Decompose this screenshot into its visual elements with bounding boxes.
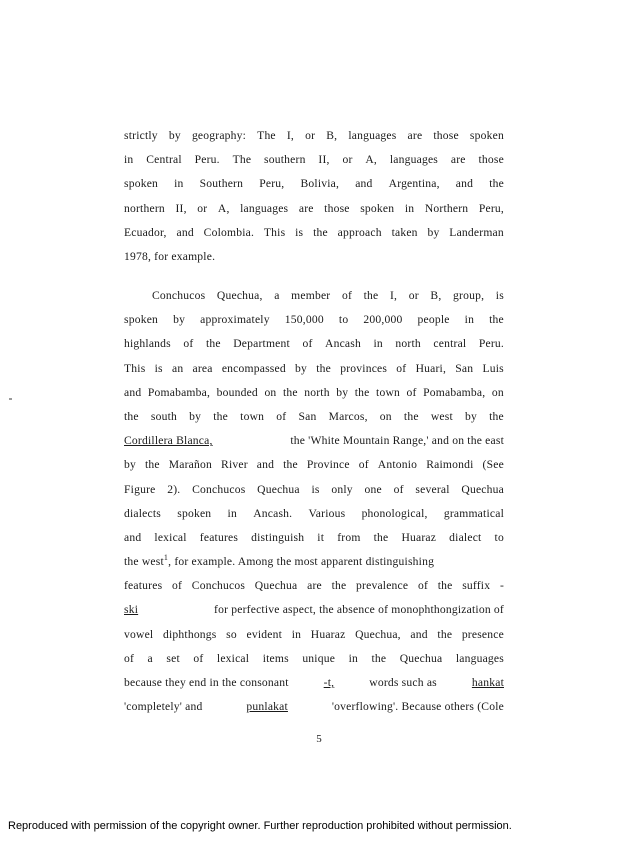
underlined-term: ski <box>124 603 139 617</box>
word: of <box>341 289 353 302</box>
text-line <box>124 381 504 405</box>
gloss: 'overflowing'. Because others (Cole <box>331 700 504 714</box>
word: Huari, <box>415 361 447 375</box>
word: Huaraz <box>401 530 437 544</box>
word: and <box>355 177 373 191</box>
word: by <box>465 409 477 423</box>
text-line <box>124 647 504 671</box>
word: to <box>494 530 504 544</box>
word: on <box>264 385 277 399</box>
word: in <box>124 153 134 167</box>
word: by <box>124 458 136 472</box>
word: and <box>256 458 275 472</box>
word: phonological, <box>361 506 428 520</box>
word: and <box>410 627 428 641</box>
word: the <box>205 337 221 351</box>
word: Conchucos <box>152 289 206 302</box>
text-line <box>124 598 504 622</box>
word: 150,000 <box>284 313 324 327</box>
word: approximately <box>200 313 270 327</box>
text-line <box>124 172 504 196</box>
word: spoken <box>360 201 395 215</box>
text-line <box>124 332 504 356</box>
word: Department <box>233 337 290 351</box>
word: west <box>430 409 453 423</box>
word: by <box>189 409 202 423</box>
line-rest: for perfective aspect, the absence of monophthongization of <box>214 603 504 617</box>
word: of <box>302 337 313 351</box>
word: by <box>295 361 308 375</box>
paragraph-1 <box>124 124 504 269</box>
line-part <box>124 550 434 574</box>
word: Quechua <box>461 482 504 496</box>
word: features <box>199 530 239 544</box>
underlined-term: punlakat <box>246 700 288 714</box>
word: of <box>396 361 407 375</box>
word: south <box>150 409 178 423</box>
word: are <box>450 153 466 167</box>
word: area <box>192 361 213 375</box>
word: of <box>393 482 404 496</box>
word: Quechua <box>257 482 300 496</box>
text-line <box>124 478 504 502</box>
word: the <box>371 651 387 665</box>
word: Marcos, <box>328 409 368 423</box>
word: only <box>331 482 353 496</box>
word: a <box>147 651 153 665</box>
word: is <box>495 289 504 302</box>
word: Huaraz <box>310 627 346 641</box>
word: Quechua <box>399 651 443 665</box>
word: the <box>403 409 419 423</box>
word: of <box>406 385 417 399</box>
word: an <box>171 361 184 375</box>
word: strictly <box>124 129 158 142</box>
word: Peru. <box>478 337 504 351</box>
word: it <box>317 530 325 544</box>
word: bounded <box>216 385 258 399</box>
word: Bolivia, <box>300 177 340 191</box>
word: are <box>307 579 322 593</box>
line-rest: the 'White Mountain Range,' and on the east <box>290 434 504 448</box>
text-line <box>124 623 504 647</box>
word: of <box>276 409 287 423</box>
text-line <box>124 453 504 477</box>
word: so <box>226 627 237 641</box>
word: Southern <box>199 177 244 191</box>
word: the <box>313 225 328 239</box>
word: provinces <box>340 361 388 375</box>
word: several <box>415 482 450 496</box>
text-line <box>124 284 504 308</box>
word: presence <box>461 627 504 641</box>
word: Quechua, <box>216 289 263 302</box>
word: people <box>417 313 450 327</box>
word: taken <box>391 225 418 239</box>
word: in <box>373 337 383 351</box>
word: or <box>408 289 419 302</box>
word: lexical <box>154 530 187 544</box>
word: the <box>354 385 370 399</box>
word: is <box>295 225 304 239</box>
word: II, <box>175 201 187 215</box>
word: the <box>437 579 453 593</box>
word: prevalence <box>356 579 409 593</box>
word: languages <box>389 153 439 167</box>
word: River <box>221 458 248 472</box>
word: are <box>407 129 423 142</box>
word: a <box>274 289 280 302</box>
word: Quechua <box>254 579 298 593</box>
word: languages <box>455 651 504 665</box>
word: Pomabamba, <box>147 385 211 399</box>
word: Province <box>306 458 350 472</box>
word: Luis <box>482 361 504 375</box>
word: dialects <box>124 506 162 520</box>
word: the <box>331 579 347 593</box>
text-line <box>124 550 504 574</box>
text-line: 1978, for example. <box>124 249 216 263</box>
word: grammatical <box>443 506 504 520</box>
word: northern <box>124 201 165 215</box>
word: The <box>257 129 276 142</box>
text-line <box>124 429 504 453</box>
word: Antonio <box>377 458 418 472</box>
word: Raimondi <box>426 458 474 472</box>
scan-speck <box>9 398 12 400</box>
word: and <box>124 385 142 399</box>
word: is <box>154 361 163 375</box>
word: in <box>174 177 184 191</box>
word: southern <box>264 153 306 167</box>
word: by <box>173 313 186 327</box>
word: Various <box>308 506 346 520</box>
word: Conchucos <box>192 482 246 496</box>
word: in <box>227 506 237 520</box>
word: or <box>342 153 353 167</box>
word: the <box>283 458 298 472</box>
word: the <box>489 313 504 327</box>
word: the <box>437 627 453 641</box>
line-end: , for example. Among the most apparent distinguishing <box>168 555 435 569</box>
word: Peru. <box>194 153 220 167</box>
word: the <box>213 409 229 423</box>
word: Marañon <box>168 458 213 472</box>
word: by <box>427 225 440 239</box>
text-line <box>124 221 504 245</box>
word: those <box>324 201 350 215</box>
word: the <box>363 289 379 302</box>
word: 200,000 <box>363 313 403 327</box>
page-number: 5 <box>316 733 322 745</box>
word: A, <box>217 201 230 215</box>
word: Ancash <box>325 337 361 351</box>
text-line <box>124 695 504 719</box>
word: by <box>336 385 349 399</box>
word: are <box>298 201 314 215</box>
word: is <box>311 482 320 496</box>
word: diphthongs <box>162 627 217 641</box>
word: geography: <box>191 129 247 142</box>
text-line <box>124 308 504 332</box>
word: those <box>478 153 504 167</box>
word: central <box>433 337 467 351</box>
word: town <box>240 409 265 423</box>
copyright-notice: Reproduced with permission of the copyright owner. Further reproduction prohibited without permission. <box>8 820 512 832</box>
word: San <box>298 409 317 423</box>
underlined-term: hankat <box>471 676 504 689</box>
word: on <box>491 385 504 399</box>
word: Peru, <box>478 201 504 215</box>
word: in <box>291 627 302 641</box>
word: Ecuador, <box>124 225 167 239</box>
line-middle: words such as <box>369 676 437 689</box>
word: the <box>489 177 504 191</box>
word: II, <box>318 153 330 167</box>
word: or <box>197 201 208 215</box>
word: those <box>433 129 459 142</box>
word: the <box>373 530 389 544</box>
word: set <box>166 651 180 665</box>
word: vowel <box>124 627 154 641</box>
word: (See <box>482 458 504 472</box>
word: and <box>124 530 142 544</box>
word: Colombia. <box>203 225 255 239</box>
word: in <box>404 201 415 215</box>
word: of <box>172 579 183 593</box>
word: approach <box>337 225 382 239</box>
word: the <box>316 361 332 375</box>
word: Landerman <box>449 225 504 239</box>
word: north <box>395 337 421 351</box>
text-line <box>124 357 504 381</box>
word: Central <box>146 153 182 167</box>
word: 2). <box>167 482 181 496</box>
underlined-term: Cordillera Blanca, <box>124 434 213 448</box>
text-line <box>124 574 504 598</box>
word: to <box>338 313 349 327</box>
word: Conchucos <box>191 579 246 593</box>
word: languages <box>240 201 289 215</box>
word: by <box>168 129 181 142</box>
word: of <box>183 337 194 351</box>
word: I, <box>389 289 398 302</box>
word: Quechua, <box>355 627 401 641</box>
word: A, <box>365 153 378 167</box>
word: lexical <box>216 651 250 665</box>
word: of <box>358 458 369 472</box>
word: highlands <box>124 337 171 351</box>
word: of <box>417 579 429 593</box>
word: of <box>124 651 135 665</box>
footnote-marker: 1 <box>163 553 169 563</box>
word: Peru, <box>259 177 285 191</box>
text-line <box>124 526 504 550</box>
line-start: the west <box>124 555 164 569</box>
text-line <box>124 671 504 695</box>
word: in <box>348 651 358 665</box>
text-line <box>124 405 504 429</box>
word: town <box>376 385 401 399</box>
word: features <box>124 579 163 593</box>
word: Ancash. <box>253 506 293 520</box>
word: the <box>124 409 139 423</box>
word: Figure <box>124 482 156 496</box>
word: group, <box>453 289 485 302</box>
word: languages <box>348 129 397 142</box>
line-start: because they end in the consonant <box>124 676 289 689</box>
word: spoken <box>124 313 159 327</box>
word: evident <box>246 627 283 641</box>
word: one <box>364 482 382 496</box>
word: B, <box>430 289 442 302</box>
word: dialect <box>449 530 482 544</box>
word: B, <box>326 129 338 142</box>
word: This <box>263 225 286 239</box>
word: member <box>291 289 331 302</box>
word: Argentina, <box>388 177 440 191</box>
word: San <box>455 361 474 375</box>
word: from <box>337 530 361 544</box>
word: This <box>124 361 146 375</box>
word: encompassed <box>221 361 286 375</box>
word: the <box>282 385 298 399</box>
word: suffix <box>462 579 491 593</box>
word: and <box>176 225 194 239</box>
gloss: 'completely' and <box>124 700 203 714</box>
underlined-suffix: -t, <box>323 676 335 689</box>
word: Pomabamba, <box>423 385 486 399</box>
word: distinguish <box>251 530 305 544</box>
text-line <box>124 502 504 526</box>
word: and <box>455 177 474 191</box>
word: on <box>379 409 392 423</box>
text-line <box>124 124 504 148</box>
text-line <box>124 197 504 221</box>
word: of <box>193 651 204 665</box>
word: unique <box>302 651 336 665</box>
word: Northern <box>424 201 469 215</box>
word: items <box>262 651 289 665</box>
word: The <box>232 153 252 167</box>
word: in <box>464 313 475 327</box>
word: spoken <box>177 506 212 520</box>
paragraph-2 <box>124 284 504 719</box>
word: north <box>304 385 330 399</box>
word: spoken <box>124 177 159 191</box>
word: - <box>499 579 504 593</box>
text-line <box>124 148 504 172</box>
word: spoken <box>469 129 504 142</box>
word: the <box>145 458 160 472</box>
word: I, <box>286 129 295 142</box>
word: the <box>489 409 504 423</box>
word: or <box>305 129 316 142</box>
